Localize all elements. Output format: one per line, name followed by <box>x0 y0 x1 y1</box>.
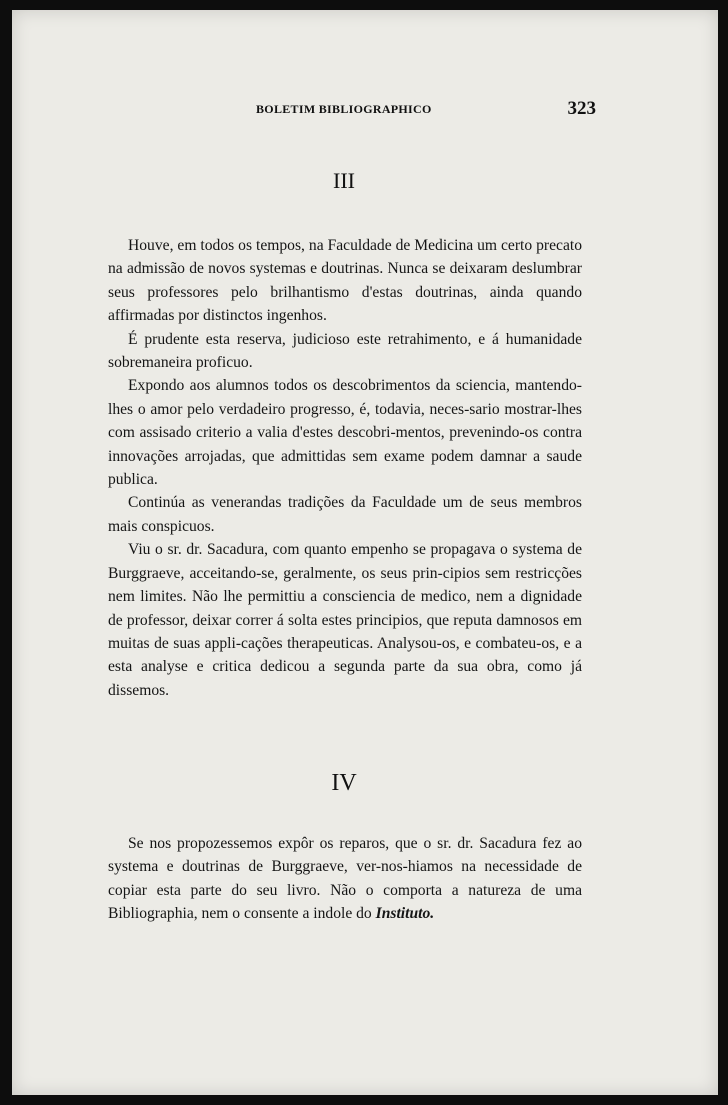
paragraph: Continúa as venerandas tradições da Faculdade um de seus membros mais conspicuos. <box>108 494 582 535</box>
paragraph-text: Se nos propozessemos expôr os reparos, que o sr. dr. Sacadura fez ao systema e doutrinas de Burggraeve, ver-nos-hiamos na necessidade de copiar esta parte do seu livro. Não o comporta a natureza de uma Bibliographia, nem o consente a indole do <box>108 835 582 923</box>
section-heading-iii: III <box>333 168 355 193</box>
paragraph: Viu o sr. dr. Sacadura, com quanto empenho se propagava o systema de Burggraeve, acceitando-se, geralmente, os seus prin-cipios sem restricções nem limites. Não lhe permittiu a consciencia de medico, nem a dignidade de professor, deixar correr á solta estes principios, que reputa damnosos em muitas de suas appli-cações therapeuticas. Analysou-os, e combateu-os, e a esta analyse e critica dedicou a segunda parte da sua obra, como já dissemos. <box>108 541 582 699</box>
book-page <box>12 10 718 1095</box>
page-header <box>256 98 596 122</box>
italic-word: Instituto. <box>375 905 435 923</box>
paragraph: Expondo aos alumnos todos os descobrimentos da sciencia, mantendo-lhes o amor pelo verdadeiro progresso, é, todavia, neces-sario mostrar-lhes com assisado criterio a valia d'estes descobri-mentos, prevenindo-os contra innovações arrojadas, que admittidas sem exame podem damnar a saude publica. <box>108 377 582 489</box>
section-heading-iv: IV <box>331 770 357 796</box>
paragraph <box>108 832 582 926</box>
paragraph: É prudente esta reserva, judicioso este retrahimento, e á humanidade sobremaneira proficuo. <box>108 330 582 372</box>
section-iv-body <box>108 832 582 926</box>
page-number: 323 <box>567 98 596 119</box>
section-iii-body <box>108 234 582 702</box>
running-title: BOLETIM BIBLIOGRAPHICO <box>256 102 432 116</box>
paragraph: Houve, em todos os tempos, na Faculdade de Medicina um certo precato na admissão de novos systemas e doutrinas. Nunca se deixaram deslumbrar seus professores pelo brilhantismo d'estas doutrinas, ainda quando affirmadas por distinctos ingenhos. <box>108 237 582 325</box>
